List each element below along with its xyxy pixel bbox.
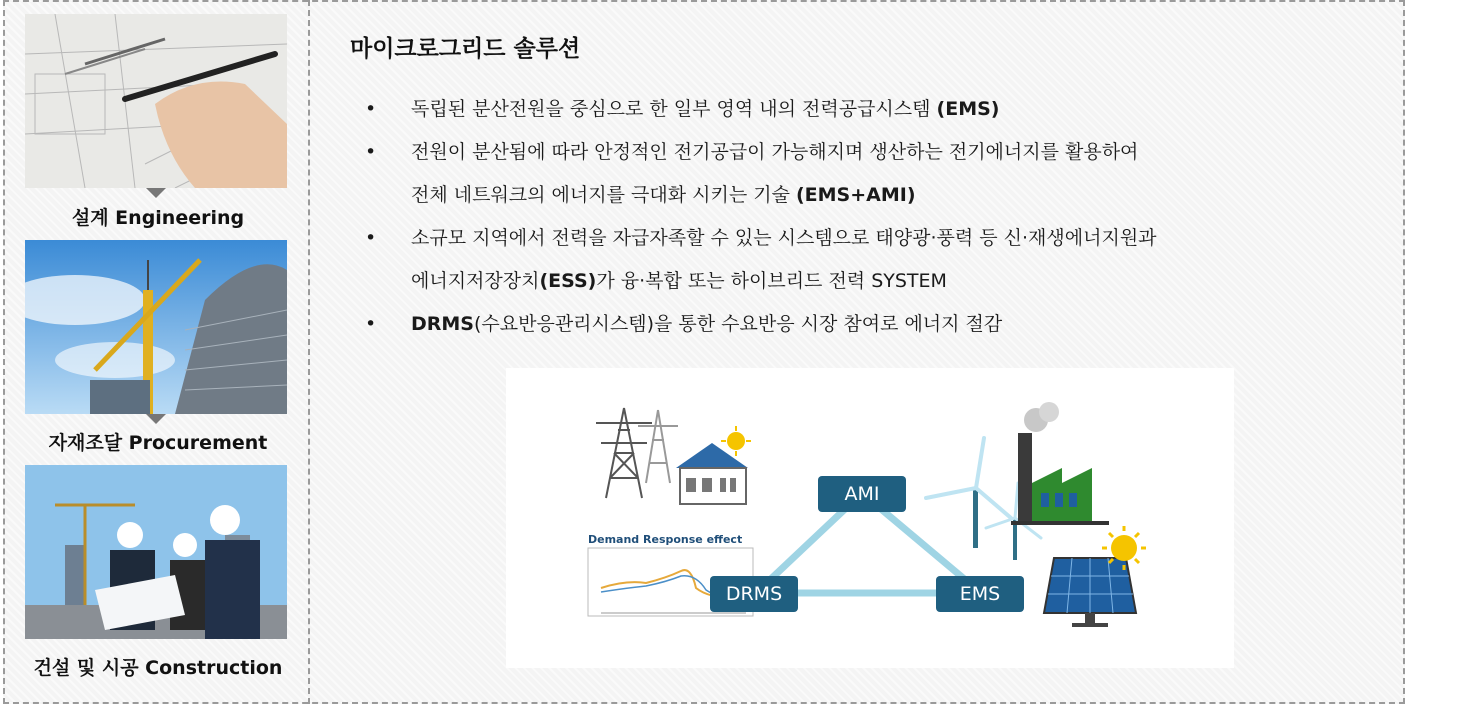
- factory-icon: [1011, 402, 1109, 525]
- list-item: [365, 88, 1375, 131]
- list-item: [365, 217, 1375, 303]
- ems-node: EMS: [936, 576, 1024, 612]
- demand-response-chart-title: Demand Response effect: [588, 533, 743, 546]
- bullet-icon: •: [365, 227, 377, 249]
- step-arrow-icon: [146, 414, 166, 424]
- feature-list: [365, 88, 1375, 346]
- list-item-tag: (EMS+AMI): [795, 184, 916, 206]
- list-item-text: 소규모 지역에서 전력을 자급자족할 수 있는 시스템으로 태양광·풍력 등 신·재생에너지원과: [411, 227, 1157, 249]
- list-item: [365, 131, 1375, 217]
- microgrid-diagram: [506, 368, 1234, 668]
- bullet-icon: •: [365, 98, 377, 120]
- power-tower-icon: [596, 408, 678, 498]
- step-caption-procurement: 자재조달 Procurement: [48, 432, 268, 454]
- step-caption-construction: 건설 및 시공 Construction: [33, 657, 283, 679]
- drms-node: DRMS: [710, 576, 798, 612]
- architect-drawing-photo: [25, 14, 287, 188]
- house-solar-icon: [676, 443, 748, 504]
- list-item-tag: DRMS: [411, 313, 474, 335]
- ami-node: AMI: [818, 476, 906, 512]
- engineers-at-site-photo: [25, 465, 287, 639]
- list-item-text: (수요반응관리시스템)을 통한 수요반응 시장 참여로 에너지 절감: [474, 313, 1003, 335]
- list-item-text: 독립된 분산전원을 중심으로 한 일부 영역 내의 전력공급시스템: [411, 98, 931, 120]
- list-item-text-line2: 에너지저장장치: [411, 270, 540, 292]
- construction-crane-photo: [25, 240, 287, 414]
- column-divider: [308, 0, 310, 704]
- list-item-text: 전원이 분산됨에 따라 안정적인 전기공급이 가능해지며 생산하는 전기에너지를 활용하여: [411, 141, 1139, 163]
- solar-panel-icon: [1044, 558, 1136, 627]
- list-item-tag: (ESS): [539, 270, 597, 292]
- bullet-icon: •: [365, 313, 377, 335]
- page-title: 마이크로그리드 솔루션: [350, 36, 581, 62]
- list-item-tag: (EMS): [936, 98, 1000, 120]
- list-item-text-line2-end: 가 융·복합 또는 하이브리드 전력 SYSTEM: [596, 270, 947, 292]
- list-item-text-line2: 전체 네트워크의 에너지를 극대화 시키는 기술: [411, 184, 790, 206]
- list-item: [365, 303, 1375, 346]
- step-arrow-icon: [146, 188, 166, 198]
- bullet-icon: •: [365, 141, 377, 163]
- step-caption-engineering: 설계 Engineering: [71, 207, 245, 229]
- sun-icon: [721, 426, 751, 456]
